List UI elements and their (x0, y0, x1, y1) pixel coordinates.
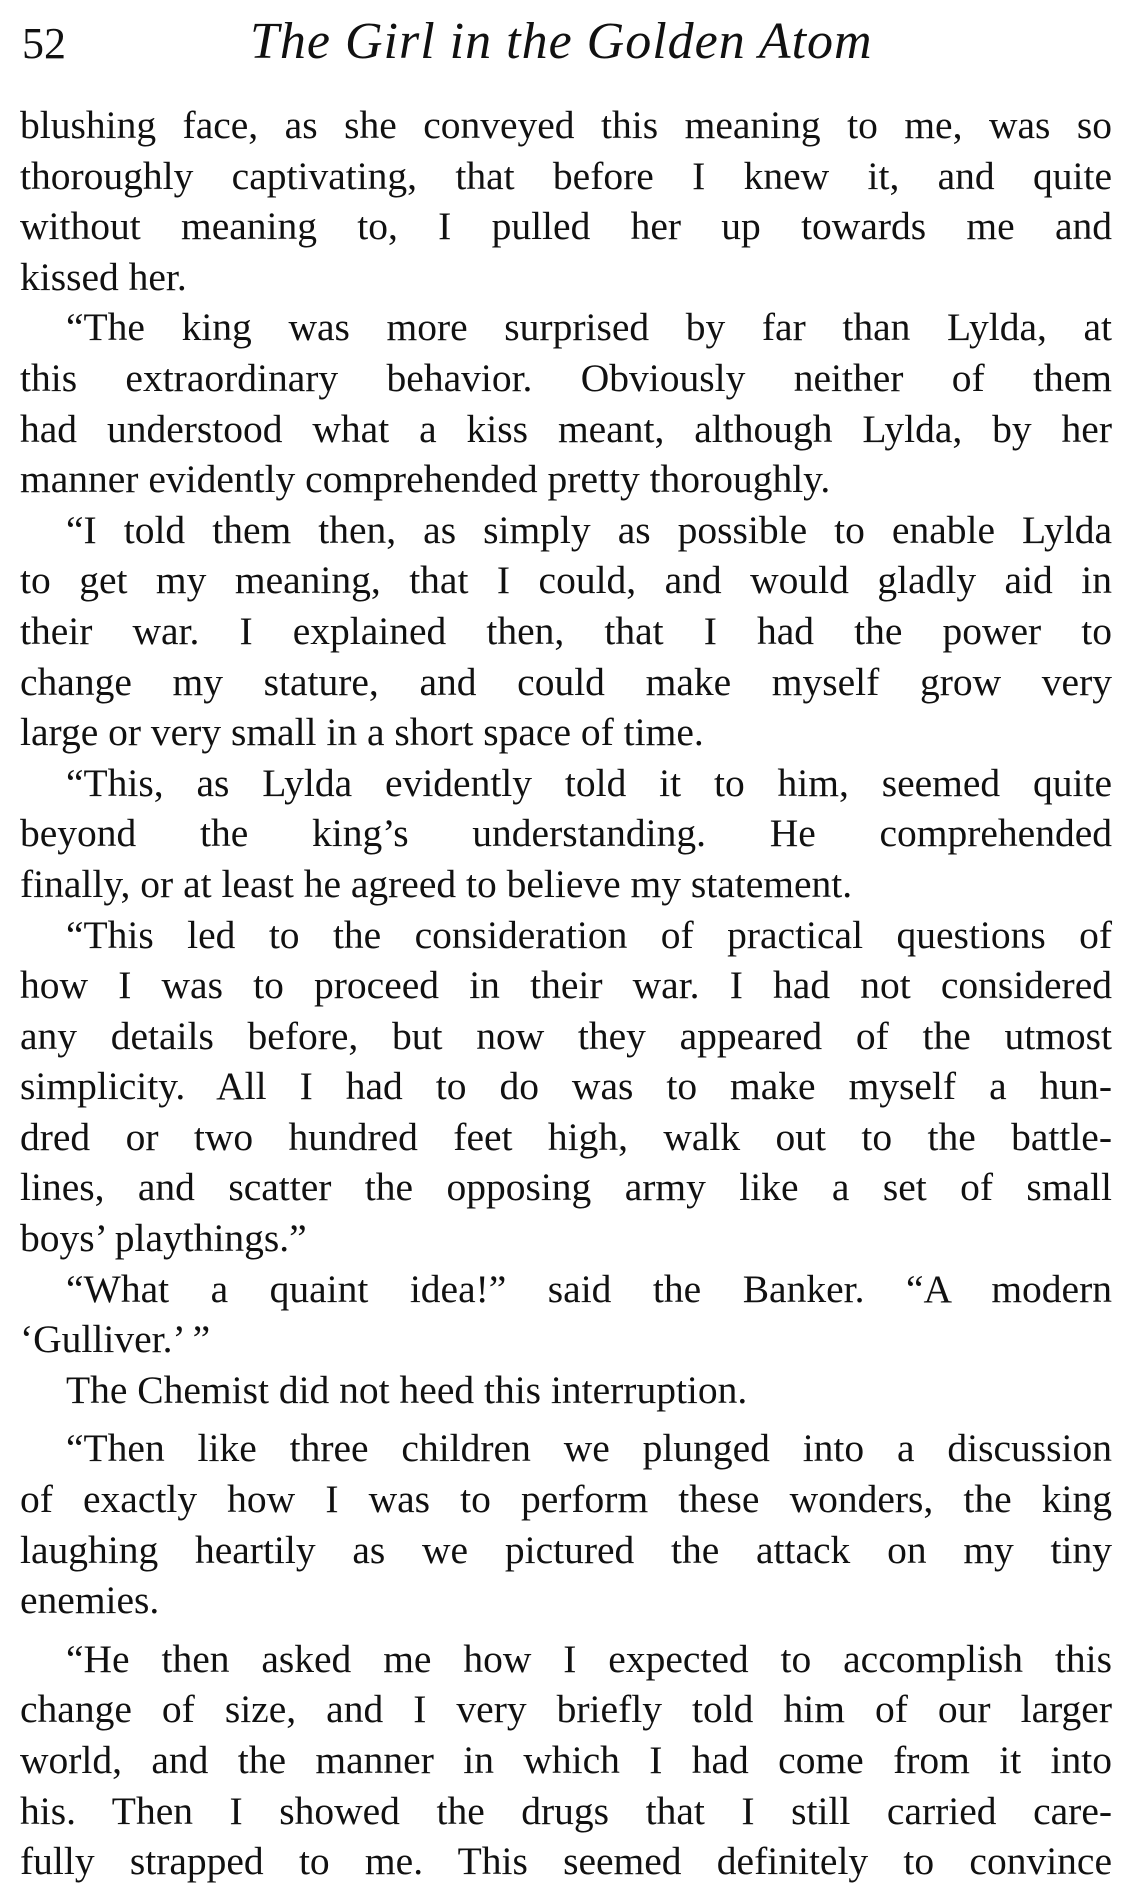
text-line: ‘Gulliver.’ ” (20, 1317, 211, 1362)
text-line: their war. I explained then, that I had the power to (20, 608, 1112, 653)
text-line: how I was to proceed in their war. I had not considered (20, 963, 1112, 1008)
text-line: laughing heartily as we pictured the attack on my tiny (20, 1527, 1112, 1572)
text-line: “Then like three children we plunged into a discussion (66, 1426, 1112, 1471)
text-line: “The king was more surprised by far than Lylda, at (66, 305, 1112, 350)
text-line: The Chemist did not heed this interruption. (66, 1367, 748, 1412)
text-line: beyond the king’s understanding. He comprehended (20, 811, 1112, 856)
text-line: change of size, and I very briefly told him of our larger (20, 1687, 1112, 1732)
text-line: of exactly how I was to perform these wonders, the king (20, 1477, 1112, 1522)
text-line: “He then asked me how I expected to accomplish this (66, 1636, 1112, 1681)
text-line: his. Then I showed the drugs that I still carried care- (20, 1788, 1112, 1833)
text-line: manner evidently comprehended pretty thoroughly. (20, 457, 831, 502)
text-line: “This led to the consideration of practical questions of (66, 912, 1112, 957)
text-line: “I told them then, as simply as possible to enable Lylda (66, 507, 1112, 552)
text-line: any details before, but now they appeared of the utmost (20, 1013, 1112, 1058)
running-head (22, 10, 1114, 70)
paragraph-gap (20, 1626, 1112, 1634)
text-line: lines, and scatter the opposing army like a set of small (20, 1165, 1112, 1210)
text-line: finally, or at least he agreed to believe my statement. (20, 861, 853, 906)
text-line: large or very small in a short space of time. (20, 710, 704, 755)
text-line: kissed her. (20, 254, 187, 299)
page-number: 52 (22, 19, 66, 68)
text-line: change my stature, and could make myself grow very (20, 659, 1112, 704)
text-line: thoroughly captivating, that before I knew it, and quite (20, 153, 1112, 198)
text-line: blushing face, as she conveyed this meaning to me, was so (20, 103, 1112, 147)
text-line: world, and the manner in which I had come from it into (20, 1738, 1112, 1782)
text-line: enemies. (20, 1578, 160, 1623)
text-line: fully strapped to me. This seemed definitely to convince (20, 1839, 1112, 1884)
text-line: “What a quaint idea!” said the Banker. “A modern (66, 1266, 1112, 1311)
text-line: without meaning to, I pulled her up towards me and (20, 204, 1112, 249)
text-line: had understood what a kiss meant, although Lylda, by her (20, 406, 1112, 451)
paragraph-gap (20, 1415, 1112, 1423)
text-line: boys’ playthings.” (20, 1216, 307, 1261)
text-line: to get my meaning, that I could, and would gladly aid in (20, 558, 1112, 603)
book-title: The Girl in the Golden Atom (250, 13, 873, 70)
text-line: “This, as Lylda evidently told it to him, seemed quite (66, 760, 1112, 805)
body-text (20, 100, 1112, 1887)
text-line: dred or two hundred feet high, walk out to the battle- (20, 1114, 1112, 1159)
text-line: simplicity. All I had to do was to make myself a hun- (20, 1064, 1112, 1109)
text-line: this extraordinary behavior. Obviously neither of them (20, 355, 1112, 400)
